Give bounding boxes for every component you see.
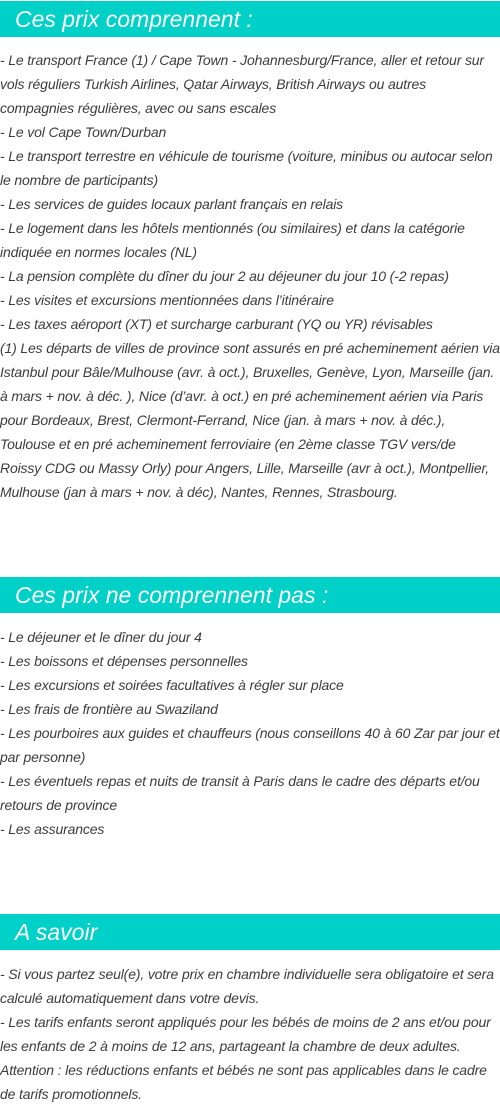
section-heading: A savoir [0, 914, 500, 950]
list-item: - Les assurances [0, 821, 105, 837]
list-item: - Le transport terrestre en véhicule de tourisme (voiture, minibus ou autocar selon le nombre de participants) [0, 148, 493, 188]
section-included [0, 1, 500, 504]
section-heading: Ces prix ne comprennent pas : [0, 577, 500, 613]
list-item: - Les boissons et dépenses personnelles [0, 653, 248, 669]
not-included-list [0, 625, 500, 841]
list-item: - Les services de guides locaux parlant français en relais [0, 196, 344, 212]
list-item: - Les pourboires aux guides et chauffeurs (nous conseillons 40 à 60 Zar par jour et par personne) [0, 725, 500, 765]
list-item: - Les tarifs enfants seront appliqués pour les bébés de moins de 2 ans et/ou pour les enfants de 2 à moins de 12 ans, partageant la chambre de deux adultes. Attention : les réductions enfants et bébés ne sont pas applicables dans le cadre de tarifs promotionnels. [0, 1014, 491, 1102]
list-item: - Le vol Cape Town/Durban [0, 124, 167, 140]
list-item: - Les excursions et soirées facultatives à régler sur place [0, 677, 344, 693]
section-good-to-know [0, 914, 500, 1106]
section-not-included [0, 577, 500, 841]
list-item: (1) Les départs de villes de province sont assurés en pré acheminement aérien via Istanbul pour Bâle/Mulhouse (avr. à oct.), Bruxelles, Genève, Lyon, Marseille (jan. à mars + nov. à déc. ), Nice (d’avr. à oct.) en pré acheminement aérien via Paris pour Bordeaux, Brest, Clermont-Ferrand, Nice (jan. à mars + nov. à déc.), Toulouse et en pré acheminement ferroviaire (en 2ème classe TGV vers/de Roissy CDG ou Massy Orly) pour Angers, Lille, Marseille (avr à oct.), Montpellier, Mulhouse (jan à mars + nov. à déc), Nantes, Rennes, Strasbourg. [0, 340, 500, 500]
list-item: - Les éventuels repas et nuits de transit à Paris dans le cadre des départs et/ou retours de province [0, 773, 480, 813]
list-item: - Les taxes aéroport (XT) et surcharge carburant (YQ ou YR) révisables [0, 316, 433, 332]
list-item: - Le logement dans les hôtels mentionnés (ou similaires) et dans la catégorie indiquée en normes locales (NL) [0, 220, 465, 260]
list-item: - Les visites et excursions mentionnées dans l’itinéraire [0, 292, 334, 308]
section-heading: Ces prix comprennent : [0, 1, 500, 37]
list-item: - Si vous partez seul(e), votre prix en chambre individuelle sera obligatoire et sera calculé automatiquement dans votre devis. [0, 966, 494, 1006]
list-item: - Le déjeuner et le dîner du jour 4 [0, 629, 202, 645]
list-item: - Les frais de frontière au Swaziland [0, 701, 218, 717]
included-list [0, 48, 500, 504]
list-item: - Le transport France (1) / Cape Town - Johannesburg/France, aller et retour sur vols réguliers Turkish Airlines, Qatar Airways, British Airways ou autres compagnies régulières, avec ou sans escales [0, 52, 484, 116]
good-to-know-list [0, 962, 500, 1106]
list-item: - La pension complète du dîner du jour 2 au déjeuner du jour 10 (-2 repas) [0, 268, 449, 284]
